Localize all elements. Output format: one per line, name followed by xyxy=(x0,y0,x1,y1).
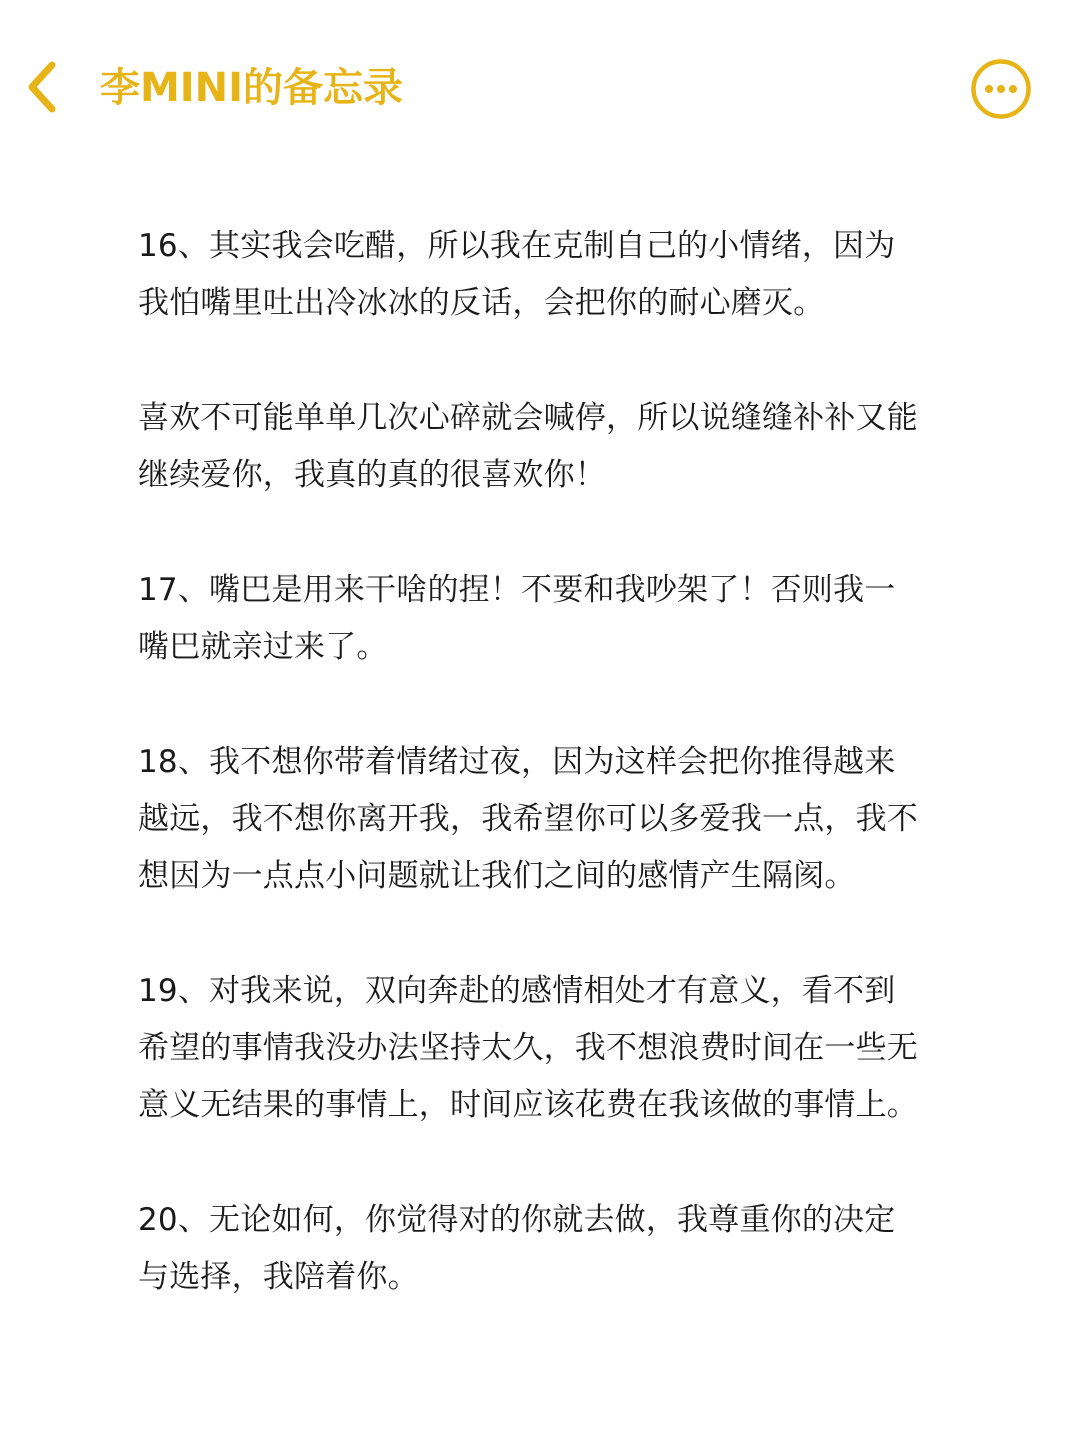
page-title: 李MINI的备忘录 xyxy=(100,65,404,111)
more-options-button[interactable] xyxy=(970,58,1032,120)
more-horizontal-icon xyxy=(970,58,1032,120)
note-paragraph-19: 19、对我来说，双向奔赴的感情相处才有意义，看不到 希望的事情我没办法坚持太久，我不想浪费时间在一些无 意义无结果的事情上，时间应该花费在我该做的事情上。 xyxy=(138,973,918,1123)
note-paragraph-20: 20、无论如何，你觉得对的你就去做，我尊重你的决定 与选择，我陪着你。 xyxy=(138,1202,896,1295)
note-header xyxy=(0,0,1080,175)
note-paragraph-16-continued: 喜欢不可能单单几次心碎就会喊停，所以说缝缝补补又能 继续爱你，我真的真的很喜欢你！ xyxy=(138,400,918,493)
note-paragraph-18: 18、我不想你带着情绪过夜，因为这样会把你推得越来 越远，我不想你离开我，我希望你可以多爱我一点，我不 想因为一点点小问题就让我们之间的感情产生隔阂。 xyxy=(138,744,918,894)
note-paragraph-17: 17、嘴巴是用来干啥的捏！不要和我吵架了！否则我一 嘴巴就亲过来了。 xyxy=(138,572,896,665)
note-paragraph-16: 16、其实我会吃醋，所以我在克制自己的小情绪，因为 我怕嘴里吐出冷冰冰的反话，会把你的耐心磨灭。 xyxy=(138,228,896,321)
note-body xyxy=(138,218,968,1364)
chevron-left-icon xyxy=(22,57,62,117)
back-button[interactable] xyxy=(14,52,70,122)
